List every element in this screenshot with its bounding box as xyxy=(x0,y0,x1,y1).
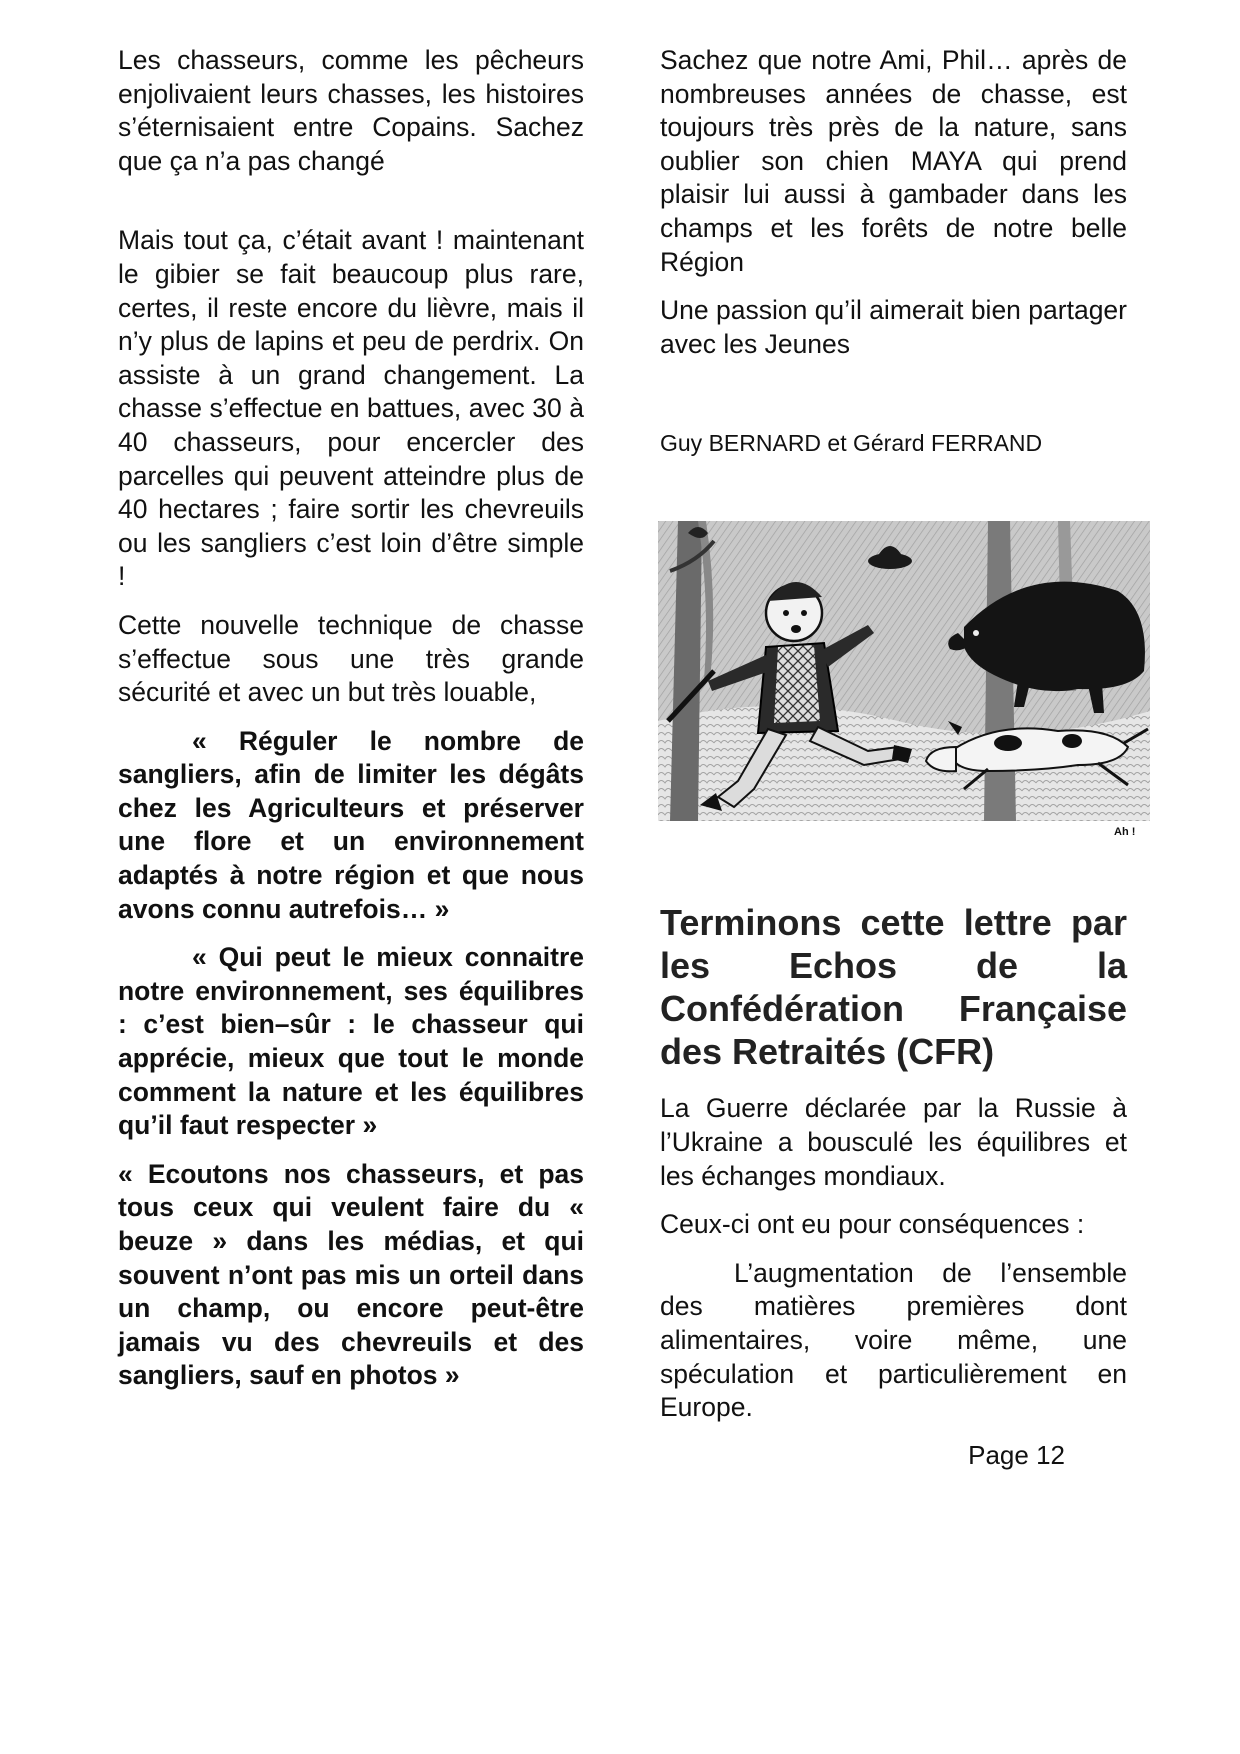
page-number: Page 12 xyxy=(968,1439,1065,1470)
paragraph-augmentation: L’augmentation de l’ensemble des matières premières dont alimentaires, voire même, une spéculation et particulièrement en Europe. xyxy=(660,1257,1127,1423)
section-heading-cfr: Terminons cette lettre par les Echos de la Confédération Française des Retraités (CFR) xyxy=(660,902,1127,1073)
paragraph-phil: Sachez que notre Ami, Phil… après de nombreuses années de chasse, est toujours très près de la nature, sans oublier son chien MAYA qui prend plaisir lui aussi à gambader dans les champs et les forêts de notre belle Région xyxy=(660,45,1127,277)
paragraph-chasseurs: Les chasseurs, comme les pêcheurs enjolivaient leurs chasses, les histoires s’éternisaient entre Copains. Sachez que ça n’a pas changé xyxy=(118,45,584,176)
left-column xyxy=(118,44,584,1393)
quote-reguler: « Réguler le nombre de sangliers, afin de limiter les dégâts chez les Agriculteurs et préserver une flore et un environnement adaptés à notre région et que nous avons connu autrefois… » xyxy=(118,725,584,924)
quote-environnement: « Qui peut le mieux connaitre notre environnement, ses équilibres : c’est bien–sûr : le chasseur qui apprécie, mieux que tout le monde comment la nature et les équilibres qu’il faut respecter » xyxy=(118,942,584,1141)
paragraph-guerre: La Guerre déclarée par la Russie à l’Ukraine a bousculé les équilibres et les échanges mondiaux. xyxy=(660,1093,1127,1191)
illustration-caption: Ah ! xyxy=(1114,826,1136,839)
signature: Guy BERNARD et Gérard FERRAND xyxy=(660,430,1043,457)
hunting-cartoon-illustration xyxy=(658,521,1150,845)
paragraph-passion: Une passion qu’il aimerait bien partager avec les Jeunes xyxy=(660,295,1127,359)
quote-ecoutons: « Ecoutons nos chasseurs, et pas tous ceux qui veulent faire du « beuze » dans les médias, et qui souvent n’ont pas mis un orteil dans un champ, ou encore peut-être jamais vu des chevreuils et des sangliers, sauf en photos » xyxy=(118,1158,584,1391)
paragraph-avant: Mais tout ça, c’était avant ! maintenant le gibier se fait beaucoup plus rare, certes, il reste encore du lièvre, mais il n’y plus de lapins et peu de perdrix. On assiste à un grand changement. La chasse s’effectue en battues, avec 30 à 40 chasseurs, pour encercler des parcelles qui peuvent atteindre plus de 40 hectares ; faire sortir les chevreuils ou les sangliers c’est loin d’être simple ! xyxy=(118,225,584,592)
right-column xyxy=(660,44,1136,1471)
paragraph-consequences: Ceux-ci ont eu pour conséquences : xyxy=(660,1209,1085,1240)
paragraph-technique: Cette nouvelle technique de chasse s’effectue sous une très grande sécurité et avec un but très louable, xyxy=(118,609,584,708)
